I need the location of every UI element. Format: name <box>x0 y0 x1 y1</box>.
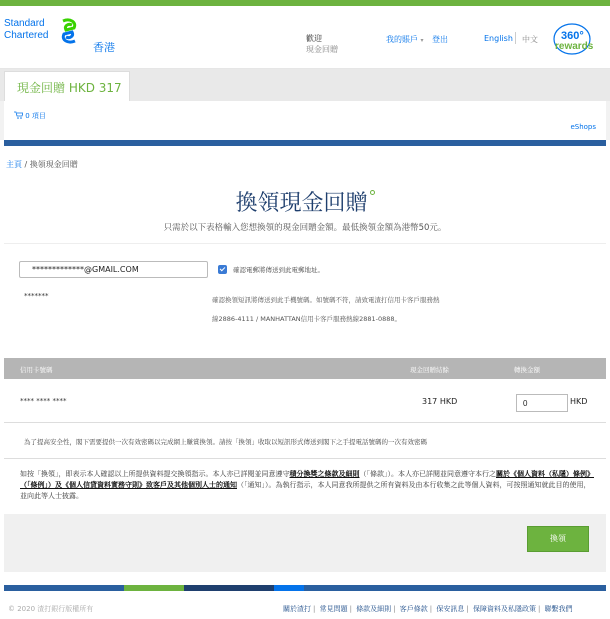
chevron-down-icon: ▾ <box>420 37 424 44</box>
tab-cash-rebate-label: 現金回贈 HKD 317 <box>17 81 122 95</box>
amount-input[interactable] <box>516 394 568 412</box>
table-header <box>4 358 606 379</box>
footer-link-contact[interactable]: 聯繫我們 <box>544 605 573 613</box>
footer-link-security[interactable]: 保安訊息 <box>436 605 465 613</box>
eshops-link[interactable]: eShops <box>570 123 596 131</box>
cart-count: 0 項目 <box>25 112 46 120</box>
footer-bar-segment-5 <box>304 585 606 591</box>
col-card-number: 信用卡號碼 <box>20 366 53 374</box>
breadcrumb-current: 換領現金回贈 <box>29 160 78 169</box>
rewards-logo-top: 360° <box>561 30 584 42</box>
security-note: 為了提高安全性，閣下需要提供一次有效密碼以完成網上賺賞換領。請按「換領」收取以短訊形式傳送到閣下之手提電話號碼的一次有效密碼 <box>24 438 427 446</box>
submit-bar <box>4 514 606 572</box>
logo-text-line2: Chartered <box>4 30 49 41</box>
terms-link[interactable]: 積分換獎之條款及細則 <box>289 470 360 478</box>
footer-link-privacy[interactable]: 保障資料及私隱政策 <box>472 605 536 613</box>
rewards-logo[interactable] <box>552 22 608 56</box>
currency-label: HKD <box>570 397 588 406</box>
lang-chinese-link[interactable]: 中文 <box>522 35 538 44</box>
logo-mark-icon <box>60 18 78 44</box>
breadcrumb <box>6 159 78 170</box>
tab-cash-rebate[interactable] <box>4 71 130 101</box>
col-amount: 轉換金額 <box>514 366 540 374</box>
disclaimer-part-b: （「條款」）。本人亦已詳閱並同意遵守本行之 <box>359 470 496 478</box>
my-account-link[interactable] <box>386 34 424 45</box>
footer-bar-segment-2 <box>124 585 184 591</box>
disclaimer-part-a: 如按「換領」，即表示本人確認以上所提供資料提交換領指示。本人亦已詳閱並同意遵守 <box>20 470 290 478</box>
disclaimer-section <box>4 458 606 515</box>
rebate-balance: 317 HKD <box>422 397 458 406</box>
page-subtitle: 只需於以下表格輸入您想換領的現金回贈金額。最低換領金額為港幣50元。 <box>163 223 447 233</box>
footer-bar-segment-3 <box>184 585 274 591</box>
rewards-logo-bottom: rewards <box>555 41 594 52</box>
lang-english-link[interactable]: English <box>484 34 513 43</box>
welcome-text: 歡迎 <box>306 34 322 43</box>
footer-bar-segment-1 <box>4 585 124 591</box>
logo-text-line1: Standard <box>4 18 45 29</box>
welcome-block <box>306 33 338 55</box>
footer-bar-segment-4 <box>274 585 304 591</box>
email-confirm-checkbox[interactable] <box>218 265 227 274</box>
sms-note: 確認換領短訊將傳送到此手機號碼。如號碼不符，請致電渣打信用卡客戶服務熱線2886-4111 / MANHATTAN信用卡客戶服務熱線2881-0888。 <box>212 296 440 323</box>
breadcrumb-separator: / <box>24 160 28 169</box>
title-dot-icon <box>370 190 375 195</box>
email-confirm-label: 確認電郵將傳送到此電郵地址。 <box>233 266 324 274</box>
footer-link-about[interactable]: 關於渣打 <box>283 605 311 613</box>
privacy-notice-link[interactable]: 關於《個人資料（私隱）條例》（「條例」）及《個人信貸資料實務守則》致客戶及其他個別人士的通知 <box>20 470 594 489</box>
section-bar <box>4 140 606 146</box>
logout-link[interactable]: 登出 <box>432 35 448 44</box>
footer-link-faq[interactable]: 常見問題 <box>319 605 348 613</box>
redeem-button[interactable]: 換領 <box>527 526 589 552</box>
card-number: **** **** **** <box>20 397 67 405</box>
redeem-form <box>4 243 606 514</box>
phone-masked: ******* <box>24 292 49 300</box>
my-account-label: 我的賬戶 <box>386 35 418 44</box>
cart-icon <box>14 111 23 119</box>
page-title <box>0 186 610 217</box>
bank-logo[interactable] <box>4 18 78 58</box>
tab-panel <box>4 101 606 141</box>
tab-area <box>0 68 610 140</box>
disclaimer-text <box>20 469 595 502</box>
table-row <box>4 379 606 423</box>
footer-links: 關於渣打 | 常見問題 | 條款及細則 | 客戶條款 | 保安訊息 | 保障資料及私隱政策 | 聯繫我們 <box>283 605 573 613</box>
lang-divider <box>515 32 516 44</box>
footer-link-customer-terms[interactable]: 客戶條款 <box>399 605 428 613</box>
region-label: 香港 <box>93 41 115 54</box>
col-balance: 現金回贈結餘 <box>410 366 449 374</box>
copyright: © 2020 渣打銀行版權所有 <box>8 605 94 613</box>
footer-link-terms[interactable]: 條款及細則 <box>356 605 392 613</box>
breadcrumb-home[interactable]: 主頁 <box>6 160 22 169</box>
page-title-text: 換領現金回贈 <box>235 191 368 216</box>
disclaimer-part-c: （「通知」）。為執行指示，本人同意我所提供之所有資料及由本行收集之此等個人資料，可按照通知就此目的使用，並向此等人士披露。 <box>20 481 591 500</box>
site-header <box>0 6 610 68</box>
email-field[interactable]: *************@GMAIL.COM <box>19 261 208 278</box>
welcome-subtext: 現金回贈 <box>306 45 338 54</box>
cart-link[interactable] <box>14 111 46 121</box>
